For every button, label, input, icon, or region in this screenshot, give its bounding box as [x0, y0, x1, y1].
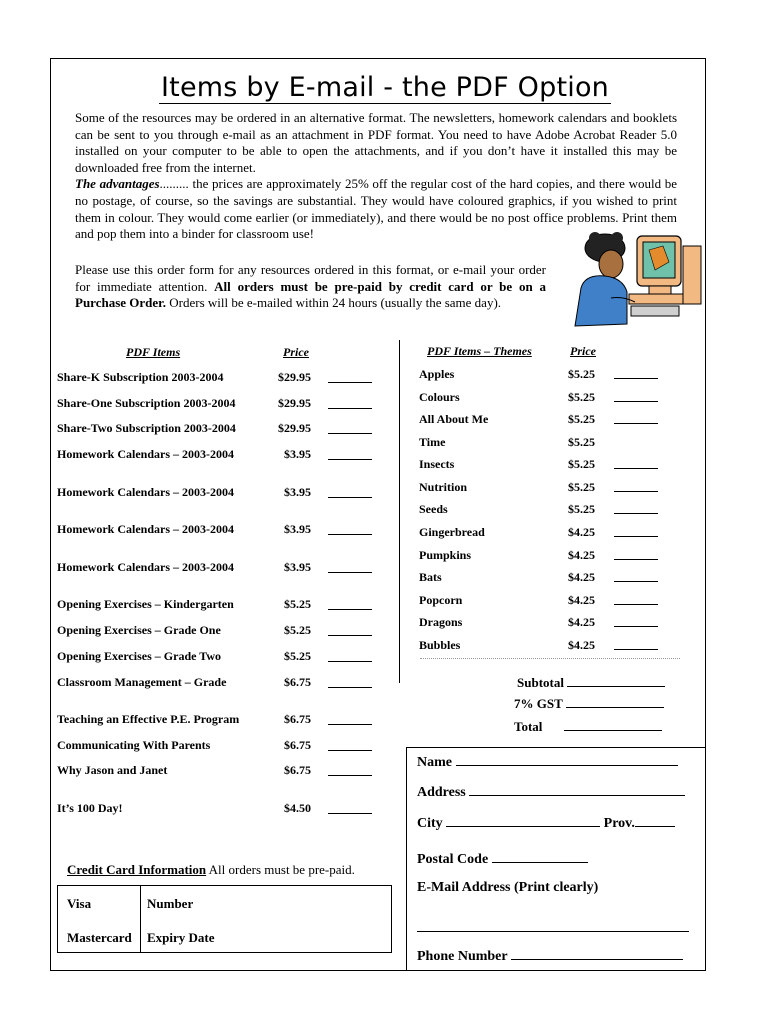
left-item-qty-line[interactable] [328, 433, 372, 434]
theme-item-name: Bubbles [419, 638, 461, 652]
left-item-name: Homework Calendars – 2003-2004 [57, 485, 234, 499]
left-header-price: Price [283, 345, 309, 359]
left-item-qty-line[interactable] [328, 687, 372, 688]
left-item-qty-line[interactable] [328, 497, 372, 498]
left-item-price: $5.25 [284, 623, 311, 637]
theme-item-price: $5.25 [568, 502, 595, 516]
left-item-price: $6.75 [284, 675, 311, 689]
left-item-qty-line[interactable] [328, 408, 372, 409]
themes-bottom-rule [420, 658, 680, 659]
left-item-name: Homework Calendars – 2003-2004 [57, 522, 234, 536]
column-divider [399, 340, 400, 683]
theme-item-qty-line[interactable] [614, 536, 658, 537]
left-item-name: Classroom Management – Grade [57, 675, 227, 689]
left-item-name: Share-Two Subscription 2003-2004 [57, 421, 236, 435]
theme-item-name: Apples [419, 367, 455, 381]
left-item-price: $4.50 [284, 801, 311, 815]
left-item-price: $3.95 [284, 522, 311, 536]
city-field[interactable]: City Prov. [417, 814, 675, 832]
theme-item-qty-line[interactable] [614, 401, 658, 402]
total-row[interactable]: Total [514, 718, 662, 735]
theme-item-price: $4.25 [568, 548, 595, 562]
theme-item-price: $5.25 [568, 480, 595, 494]
left-item-qty-line[interactable] [328, 459, 372, 460]
left-header-items: PDF Items [126, 345, 181, 359]
left-item-price: $5.25 [284, 597, 311, 611]
theme-item-price: $5.25 [568, 412, 595, 426]
theme-item-qty-line[interactable] [614, 491, 658, 492]
credit-card-heading: Credit Card Information All orders must be pre-paid. [67, 862, 355, 877]
theme-item-price: $5.25 [568, 457, 595, 471]
left-item-price: $5.25 [284, 649, 311, 663]
theme-item-name: Pumpkins [419, 548, 472, 562]
left-item-name: Opening Exercises – Grade Two [57, 649, 222, 663]
left-item-name: Opening Exercises – Grade One [57, 623, 221, 637]
right-header-price: Price [570, 344, 596, 358]
left-item-name: Opening Exercises – Kindergarten [57, 597, 234, 611]
theme-item-qty-line[interactable] [614, 513, 658, 514]
left-item-name: Share-K Subscription 2003-2004 [57, 370, 224, 384]
left-item-price: $29.95 [278, 421, 311, 435]
theme-item-qty-line[interactable] [614, 559, 658, 560]
intro-paragraph: Some of the resources may be ordered in an alternative format. The newsletters, homework calendars and booklets can be sent to you through e-mail as an attachment in PDF format. You need to have Adobe Acrobat Reader 5.0 installed on your computer to be able to open the attachments, and if you don’t have it installed this may be downloaded free from the internet. The advantages......... the prices are approximately 25% off the regular cost of the hard copies, and there would be no postage, of course, so the savings are substantial. They would have coloured graphics, if you wished to print them in colour. They would come earlier (or immediately), and there would be no post office problems. Print them and pop them into a binder for classroom use! [75, 110, 677, 242]
left-item-qty-line[interactable] [328, 382, 372, 383]
address-field[interactable]: Address [417, 783, 685, 801]
theme-item-name: Insects [419, 457, 455, 471]
left-item-name: Homework Calendars – 2003-2004 [57, 447, 234, 461]
theme-item-name: Nutrition [419, 480, 467, 494]
left-item-price: $3.95 [284, 447, 311, 461]
theme-item-name: Colours [419, 390, 460, 404]
left-item-name: Teaching an Effective P.E. Program [57, 712, 240, 726]
left-item-qty-line[interactable] [328, 609, 372, 610]
email-label: E-Mail Address (Print clearly) [417, 880, 599, 895]
theme-item-price: $5.25 [568, 390, 595, 404]
left-item-price: $3.95 [284, 560, 311, 574]
left-item-qty-line[interactable] [328, 635, 372, 636]
theme-item-name: All About Me [419, 412, 489, 426]
left-item-qty-line[interactable] [328, 813, 372, 814]
left-item-price: $3.95 [284, 485, 311, 499]
theme-item-price: $4.25 [568, 570, 595, 584]
theme-item-qty-line[interactable] [614, 378, 658, 379]
left-item-name: Homework Calendars – 2003-2004 [57, 560, 234, 574]
theme-item-qty-line[interactable] [614, 626, 658, 627]
girl-at-computer-illustration [565, 228, 705, 336]
gst-row[interactable]: 7% GST [514, 695, 664, 712]
theme-item-name: Popcorn [419, 593, 463, 607]
left-item-price: $29.95 [278, 396, 311, 410]
email-input-line[interactable] [417, 931, 689, 932]
left-item-name: It’s 100 Day! [57, 801, 123, 815]
left-item-qty-line[interactable] [328, 572, 372, 573]
left-item-qty-line[interactable] [328, 750, 372, 751]
visa-option[interactable]: Visa [67, 896, 92, 911]
left-item-price: $29.95 [278, 370, 311, 384]
theme-item-qty-line[interactable] [614, 423, 658, 424]
left-item-name: Share-One Subscription 2003-2004 [57, 396, 236, 410]
subtotal-row[interactable]: Subtotal [517, 674, 665, 691]
left-item-name: Why Jason and Janet [57, 763, 168, 777]
theme-item-name: Dragons [419, 615, 463, 629]
theme-item-price: $4.25 [568, 525, 595, 539]
name-field[interactable]: Name [417, 753, 678, 771]
left-item-qty-line[interactable] [328, 775, 372, 776]
left-item-qty-line[interactable] [328, 724, 372, 725]
theme-item-name: Seeds [419, 502, 448, 516]
theme-item-price: $5.25 [568, 435, 595, 449]
order-instructions: Please use this order form for any resources ordered in this format, or e-mail your order for immediate attention. All orders must be pre-paid by credit card or be on a Purchase Order. Orders will be e-mailed within 24 hours (usually the same day). [75, 262, 547, 311]
mastercard-option[interactable]: Mastercard [67, 930, 132, 945]
theme-item-name: Time [419, 435, 446, 449]
theme-item-qty-line[interactable] [614, 604, 658, 605]
phone-field[interactable]: Phone Number [417, 947, 683, 965]
theme-item-price: $4.25 [568, 615, 595, 629]
theme-item-qty-line[interactable] [614, 649, 658, 650]
theme-item-qty-line[interactable] [614, 581, 658, 582]
theme-item-qty-line[interactable] [614, 468, 658, 469]
page-title: Items by E-mail - the PDF Option [161, 72, 609, 103]
postal-code-field[interactable]: Postal Code [417, 850, 588, 868]
left-item-name: Communicating With Parents [57, 738, 211, 752]
expiry-date-field[interactable]: Expiry Date [147, 930, 215, 945]
theme-item-price: $5.25 [568, 367, 595, 381]
right-header-items: PDF Items – Themes [427, 344, 532, 358]
left-item-price: $6.75 [284, 738, 311, 752]
theme-item-price: $4.25 [568, 593, 595, 607]
credit-card-divider [140, 885, 141, 953]
theme-item-name: Gingerbread [419, 525, 485, 539]
left-item-price: $6.75 [284, 763, 311, 777]
card-number-field[interactable]: Number [147, 896, 194, 911]
theme-item-name: Bats [419, 570, 442, 584]
left-item-qty-line[interactable] [328, 534, 372, 535]
left-item-price: $6.75 [284, 712, 311, 726]
theme-item-price: $4.25 [568, 638, 595, 652]
left-item-qty-line[interactable] [328, 661, 372, 662]
